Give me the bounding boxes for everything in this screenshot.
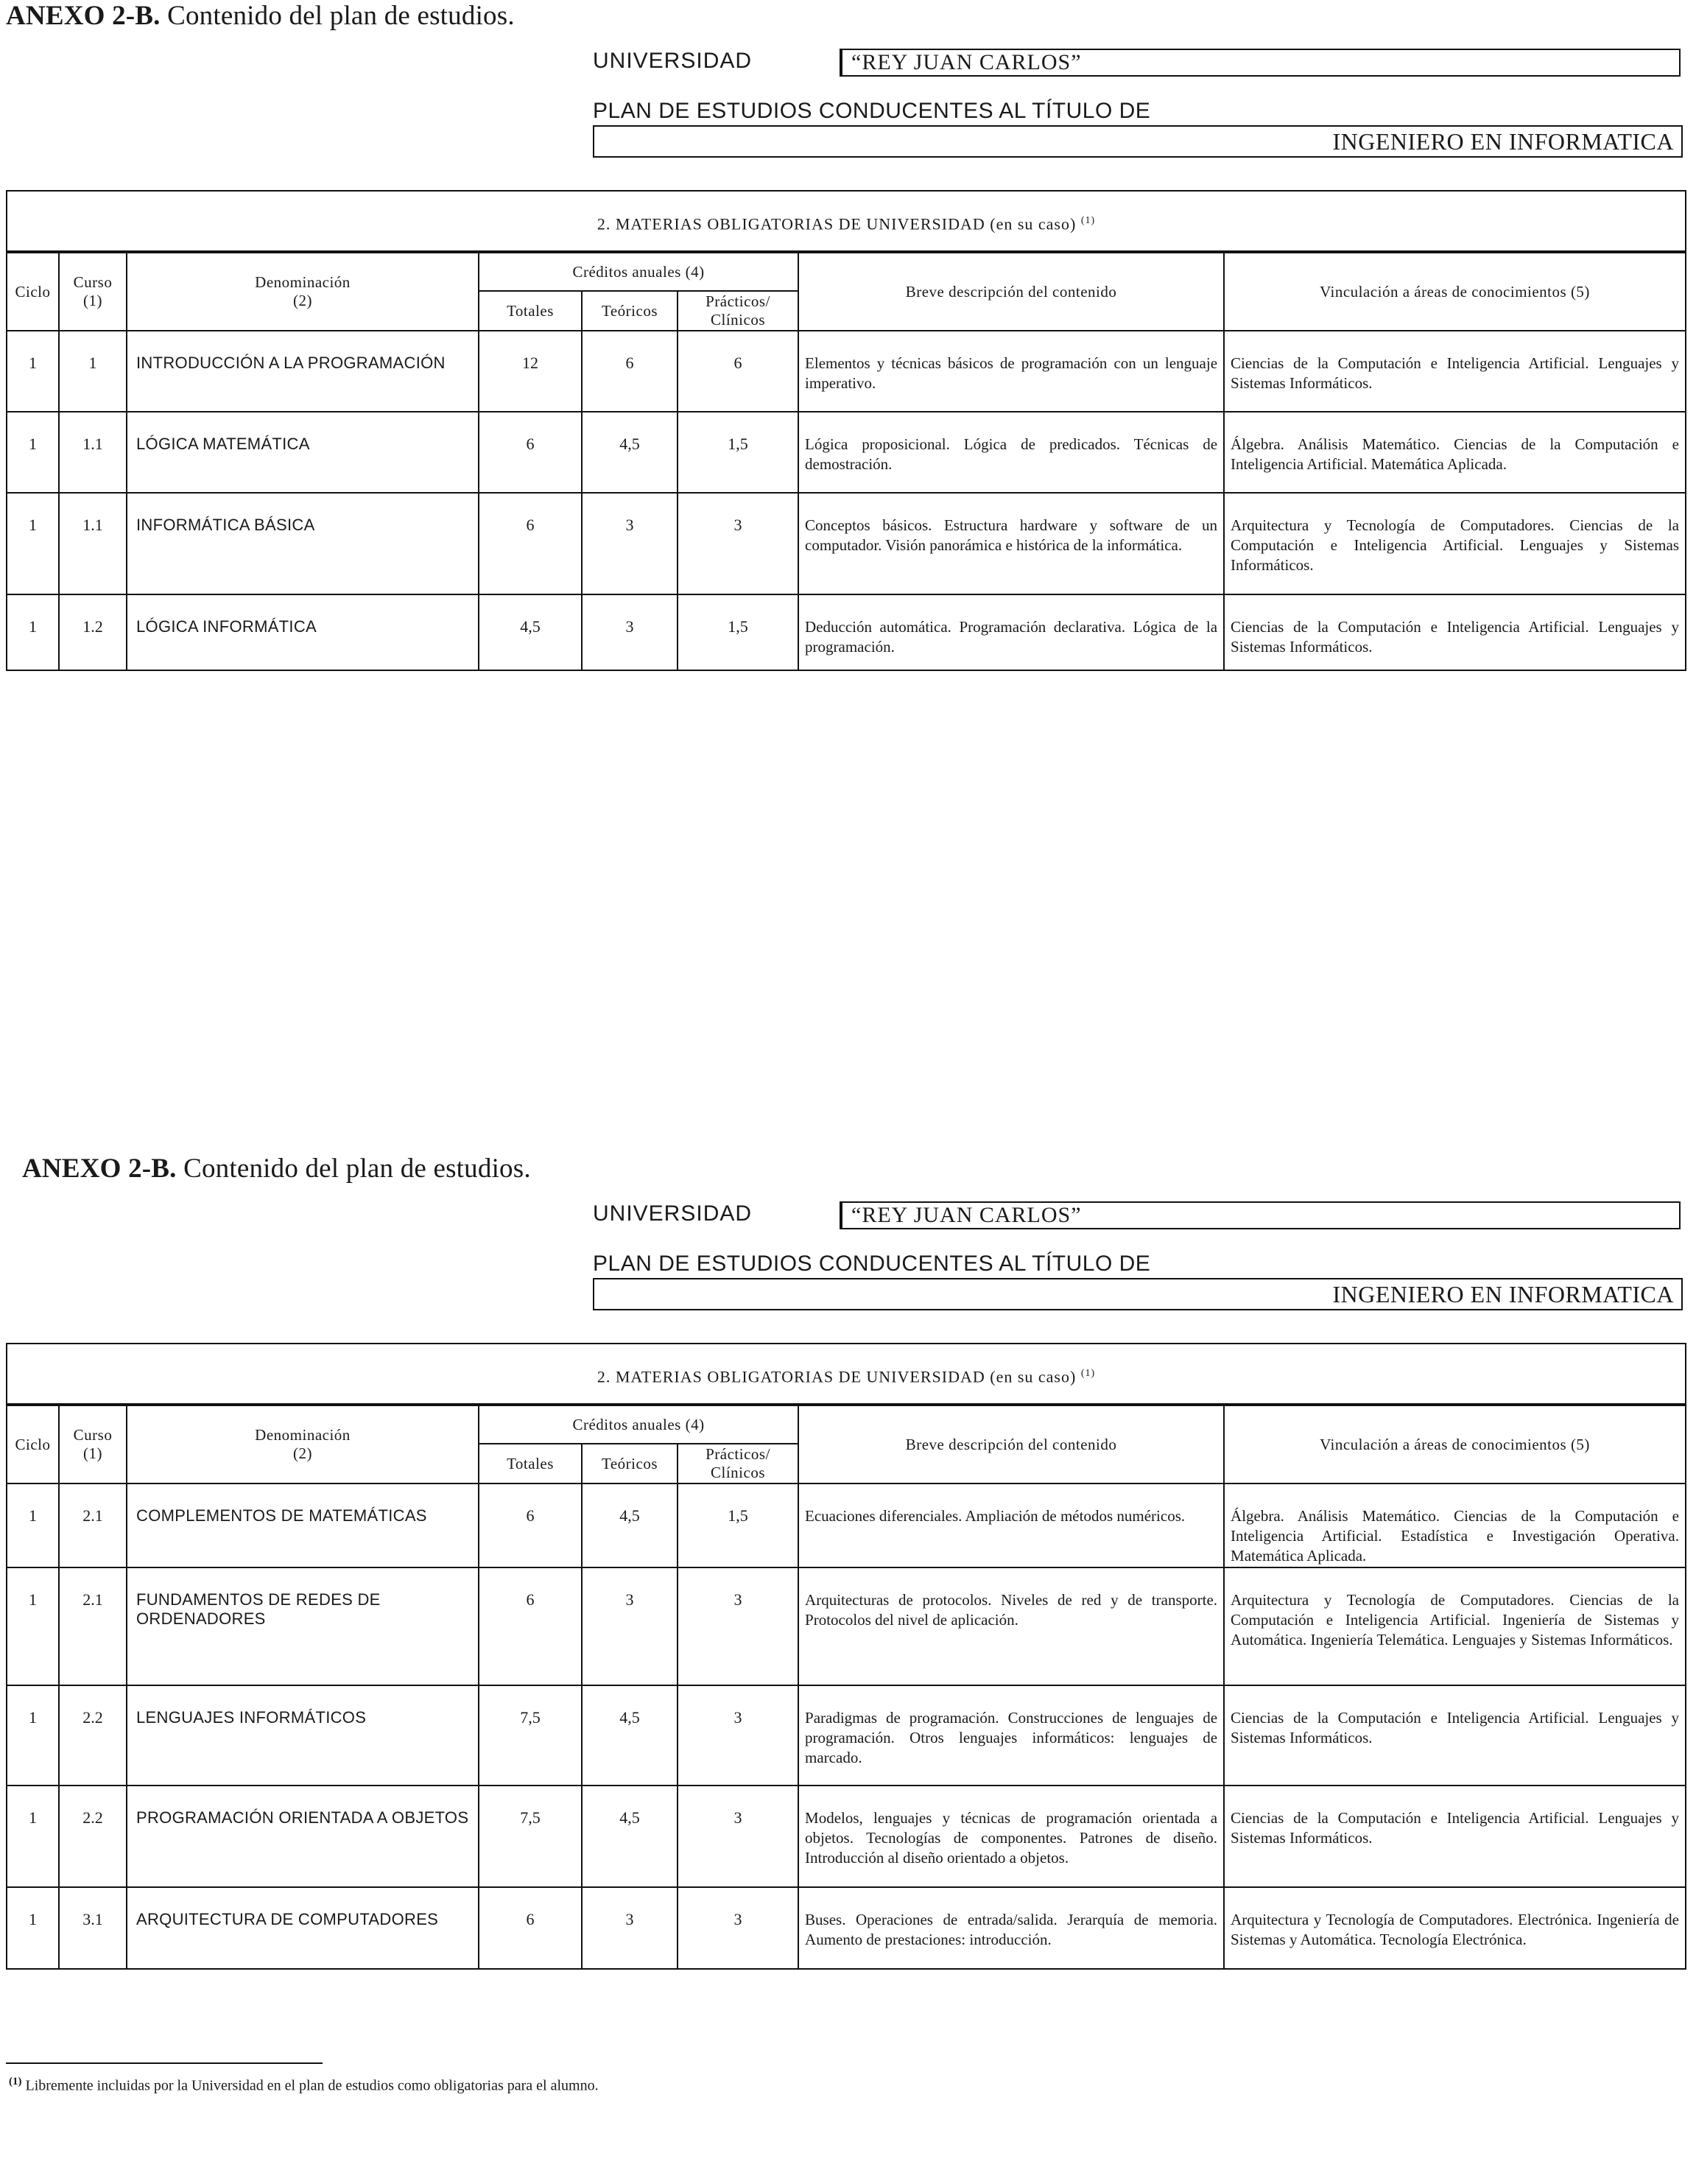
col-denominacion-note: (2) xyxy=(293,292,312,309)
footnote-mark: (1) xyxy=(9,2076,22,2088)
col-denominacion-note: (2) xyxy=(293,1444,312,1462)
cell-totales: 4,5 xyxy=(479,594,582,670)
col-denominacion-label: Denominación xyxy=(255,273,351,291)
cell-denominacion: PROGRAMACIÓN ORIENTADA A OBJETOS xyxy=(127,1786,479,1887)
cell-ciclo: 1 xyxy=(7,594,59,670)
cell-descripcion: Deducción automática. Programación declarativa. Lógica de la programación. xyxy=(798,594,1224,670)
cell-curso: 2.2 xyxy=(59,1685,127,1786)
cell-denominacion: INFORMÁTICA BÁSICA xyxy=(127,493,479,594)
cell-vinculacion: Álgebra. Análisis Matemático. Ciencias de la Computación e Inteligencia Artificial. Estadística e Investigación Operativa. Matemática Aplicada. xyxy=(1224,1483,1685,1567)
cell-totales: 6 xyxy=(479,412,582,493)
col-curso xyxy=(59,1405,127,1483)
cell-denominacion: LÓGICA MATEMÁTICA xyxy=(127,412,479,493)
cell-totales: 6 xyxy=(479,1887,582,1968)
cell-practicos: 1,5 xyxy=(678,1483,798,1567)
cell-vinculacion: Ciencias de la Computación e Inteligencia Artificial. Lenguajes y Sistemas Informáticos. xyxy=(1224,331,1685,412)
cell-vinculacion: Ciencias de la Computación e Inteligencia Artificial. Lenguajes y Sistemas Informáticos. xyxy=(1224,1786,1685,1887)
cell-ciclo: 1 xyxy=(7,1483,59,1567)
cell-practicos: 3 xyxy=(678,1567,798,1685)
cell-descripcion: Elementos y técnicas básicos de programación con un lenguaje imperativo. xyxy=(798,331,1224,412)
cell-practicos: 3 xyxy=(678,1887,798,1968)
table-caption-note: (1) xyxy=(1080,1368,1096,1379)
cell-vinculacion: Ciencias de la Computación e Inteligencia Artificial. Lenguajes y Sistemas Informáticos. xyxy=(1231,618,1679,656)
universidad-field: “REY JUAN CARLOS” xyxy=(840,1201,1681,1229)
cell-curso: 3.1 xyxy=(59,1887,127,1968)
cell-practicos: 3 xyxy=(678,1786,798,1887)
cell-totales: 6 xyxy=(479,493,582,594)
col-curso xyxy=(59,253,127,331)
titulo-field: INGENIERO EN INFORMATICA xyxy=(593,1278,1683,1310)
cell-denominacion: INTRODUCCIÓN A LA PROGRAMACIÓN xyxy=(127,331,479,412)
table-caption xyxy=(7,192,1685,252)
table-caption-text: 2. MATERIAS OBLIGATORIAS DE UNIVERSIDAD (en su caso) xyxy=(597,1367,1077,1386)
cell-totales: 7,5 xyxy=(479,1685,582,1786)
cell-denominacion: ARQUITECTURA DE COMPUTADORES xyxy=(127,1887,479,1968)
table-caption xyxy=(7,1344,1685,1405)
table-caption-note: (1) xyxy=(1080,215,1096,226)
cell-totales: 6 xyxy=(479,1483,582,1567)
footnote-text: Libremente incluidas por la Universidad en el plan de estudios como obligatorias para el alumno. xyxy=(25,2077,599,2094)
col-curso-label: Curso xyxy=(73,1426,113,1444)
table-row xyxy=(7,1887,1685,1968)
anexo-label: ANEXO 2-B. xyxy=(6,1,161,31)
table-row xyxy=(7,493,1685,594)
cell-teoricos: 4,5 xyxy=(582,1685,678,1786)
col-teoricos: Teóricos xyxy=(582,1444,678,1483)
col-ciclo: Ciclo xyxy=(7,1405,59,1483)
cell-ciclo: 1 xyxy=(7,1567,59,1685)
table-row xyxy=(7,1685,1685,1786)
cell-denominacion: FUNDAMENTOS DE REDES DE ORDENADORES xyxy=(127,1567,479,1685)
col-ciclo: Ciclo xyxy=(7,253,59,331)
plan-label: PLAN DE ESTUDIOS CONDUCENTES AL TÍTULO DE xyxy=(593,99,1151,123)
anexo-label: ANEXO 2-B. xyxy=(22,1154,177,1184)
col-curso-label: Curso xyxy=(73,273,113,291)
cell-totales: 7,5 xyxy=(479,1786,582,1887)
cell-practicos: 6 xyxy=(678,331,798,412)
table-row xyxy=(7,1567,1685,1685)
plan-page-1 xyxy=(0,0,1696,1031)
cell-denominacion: LENGUAJES INFORMÁTICOS xyxy=(127,1685,479,1786)
table-row xyxy=(7,1786,1685,1887)
cell-ciclo: 1 xyxy=(7,331,59,412)
cell-teoricos: 3 xyxy=(582,493,678,594)
anexo-subtitle: Contenido del plan de estudios. xyxy=(176,1154,531,1184)
cell-totales: 6 xyxy=(479,1567,582,1685)
cell-teoricos: 3 xyxy=(582,1567,678,1685)
cell-denominacion: COMPLEMENTOS DE MATEMÁTICAS xyxy=(127,1483,479,1567)
plan-page-2 xyxy=(0,1153,1696,2184)
col-denominacion xyxy=(127,1405,479,1483)
cell-descripcion: Paradigmas de programación. Construcciones de lenguajes de programación. Otros lenguajes informáticos: lenguajes de marcado. xyxy=(798,1685,1224,1786)
cell-descripcion: Ecuaciones diferenciales. Ampliación de métodos numéricos. xyxy=(798,1483,1224,1567)
anexo-title xyxy=(22,1153,531,1184)
table-caption-text: 2. MATERIAS OBLIGATORIAS DE UNIVERSIDAD (en su caso) xyxy=(597,214,1077,234)
cell-curso: 2.1 xyxy=(59,1567,127,1685)
cell-teoricos: 4,5 xyxy=(582,412,678,493)
cell-descripcion: Buses. Operaciones de entrada/salida. Jerarquía de memoria. Aumento de prestaciones: introducción. xyxy=(798,1887,1224,1968)
col-curso-note: (1) xyxy=(83,292,102,309)
cell-ciclo: 1 xyxy=(7,493,59,594)
cell-descripcion: Lógica proposicional. Lógica de predicados. Técnicas de demostración. xyxy=(798,412,1224,493)
materias-table-2 xyxy=(6,1343,1686,1970)
cell-vinculacion: Álgebra. Análisis Matemático. Ciencias de la Computación e Inteligencia Artificial. Matemática Aplicada. xyxy=(1224,412,1685,493)
col-curso-note: (1) xyxy=(83,1444,102,1462)
cell-teoricos: 3 xyxy=(582,1887,678,1968)
cell-vinculacion: Ciencias de la Computación e Inteligencia Artificial. Lenguajes y Sistemas Informáticos. xyxy=(1224,1685,1685,1786)
titulo-field: INGENIERO EN INFORMATICA xyxy=(593,125,1683,158)
cell-descripcion: Arquitecturas de protocolos. Niveles de red y de transporte. Protocolos del nivel de aplicación. xyxy=(798,1567,1224,1685)
cell-vinculacion: Arquitectura y Tecnología de Computadores. Ciencias de la Computación e Inteligencia Artificial. Ingeniería de Sistemas y Automática. Ingeniería Telemática. Lenguajes y Sistemas Informáticos. xyxy=(1224,1567,1685,1685)
table-row xyxy=(7,594,1685,670)
cell-practicos: 1,5 xyxy=(678,594,798,670)
cell-teoricos: 4,5 xyxy=(582,1786,678,1887)
cell-vinculacion: Arquitectura y Tecnología de Computadores. Ciencias de la Computación e Inteligencia Artificial. Lenguajes y Sistemas Informáticos. xyxy=(1224,493,1685,594)
col-creditos: Créditos anuales (4) xyxy=(479,253,798,291)
col-totales: Totales xyxy=(479,291,582,331)
cell-teoricos: 6 xyxy=(582,331,678,412)
cell-curso: 1.1 xyxy=(59,412,127,493)
cell-curso: 2.1 xyxy=(59,1483,127,1567)
cell-practicos: 1,5 xyxy=(678,412,798,493)
cell-curso: 2.2 xyxy=(59,1786,127,1887)
cell-teoricos: 3 xyxy=(582,594,678,670)
col-descripcion: Breve descripción del contenido xyxy=(798,1405,1224,1483)
anexo-title xyxy=(6,0,515,32)
materias-table-1 xyxy=(6,190,1686,671)
cell-practicos: 3 xyxy=(678,1685,798,1786)
cell-curso: 1.1 xyxy=(59,493,127,594)
col-creditos: Créditos anuales (4) xyxy=(479,1405,798,1444)
col-denominacion xyxy=(127,253,479,331)
cell-curso: 1 xyxy=(59,331,127,412)
universidad-label: UNIVERSIDAD xyxy=(593,49,753,73)
universidad-field: “REY JUAN CARLOS” xyxy=(840,49,1681,77)
cell-ciclo: 1 xyxy=(7,1685,59,1786)
col-vinculacion: Vinculación a áreas de conocimientos (5) xyxy=(1224,253,1685,331)
table-row xyxy=(7,1483,1685,1567)
cell-denominacion: LÓGICA INFORMÁTICA xyxy=(127,594,479,670)
col-descripcion: Breve descripción del contenido xyxy=(798,253,1224,331)
anexo-subtitle: Contenido del plan de estudios. xyxy=(160,1,515,31)
cell-ciclo: 1 xyxy=(7,412,59,493)
cell-totales: 12 xyxy=(479,331,582,412)
cell-ciclo: 1 xyxy=(7,1887,59,1968)
cell-ciclo: 1 xyxy=(7,1786,59,1887)
cell-descripcion: Modelos, lenguajes y técnicas de programación orientada a objetos. Tecnologías de componentes. Patrones de diseño. Introducción al diseño orientado a objetos. xyxy=(798,1786,1224,1887)
plan-label: PLAN DE ESTUDIOS CONDUCENTES AL TÍTULO DE xyxy=(593,1251,1151,1276)
cell-descripcion: Conceptos básicos. Estructura hardware y software de un computador. Visión panorámica e histórica de la informática. xyxy=(798,493,1224,594)
cell-curso: 1.2 xyxy=(59,594,127,670)
col-denominacion-label: Denominación xyxy=(255,1426,351,1444)
cell-practicos: 3 xyxy=(678,493,798,594)
table-row xyxy=(7,412,1685,493)
col-practicos: Prácticos/ Clínicos xyxy=(678,1444,798,1483)
universidad-label: UNIVERSIDAD xyxy=(593,1201,753,1226)
footnote-divider xyxy=(6,2062,323,2064)
footnote xyxy=(9,2076,599,2095)
cell-vinculacion: Arquitectura y Tecnología de Computadores. Electrónica. Ingeniería de Sistemas y Automática. Tecnología Electrónica. xyxy=(1231,1911,1679,1948)
cell-teoricos: 4,5 xyxy=(582,1483,678,1567)
col-practicos: Prácticos/ Clínicos xyxy=(678,291,798,331)
col-vinculacion: Vinculación a áreas de conocimientos (5) xyxy=(1224,1405,1685,1483)
table-row xyxy=(7,331,1685,412)
col-teoricos: Teóricos xyxy=(582,291,678,331)
col-totales: Totales xyxy=(479,1444,582,1483)
